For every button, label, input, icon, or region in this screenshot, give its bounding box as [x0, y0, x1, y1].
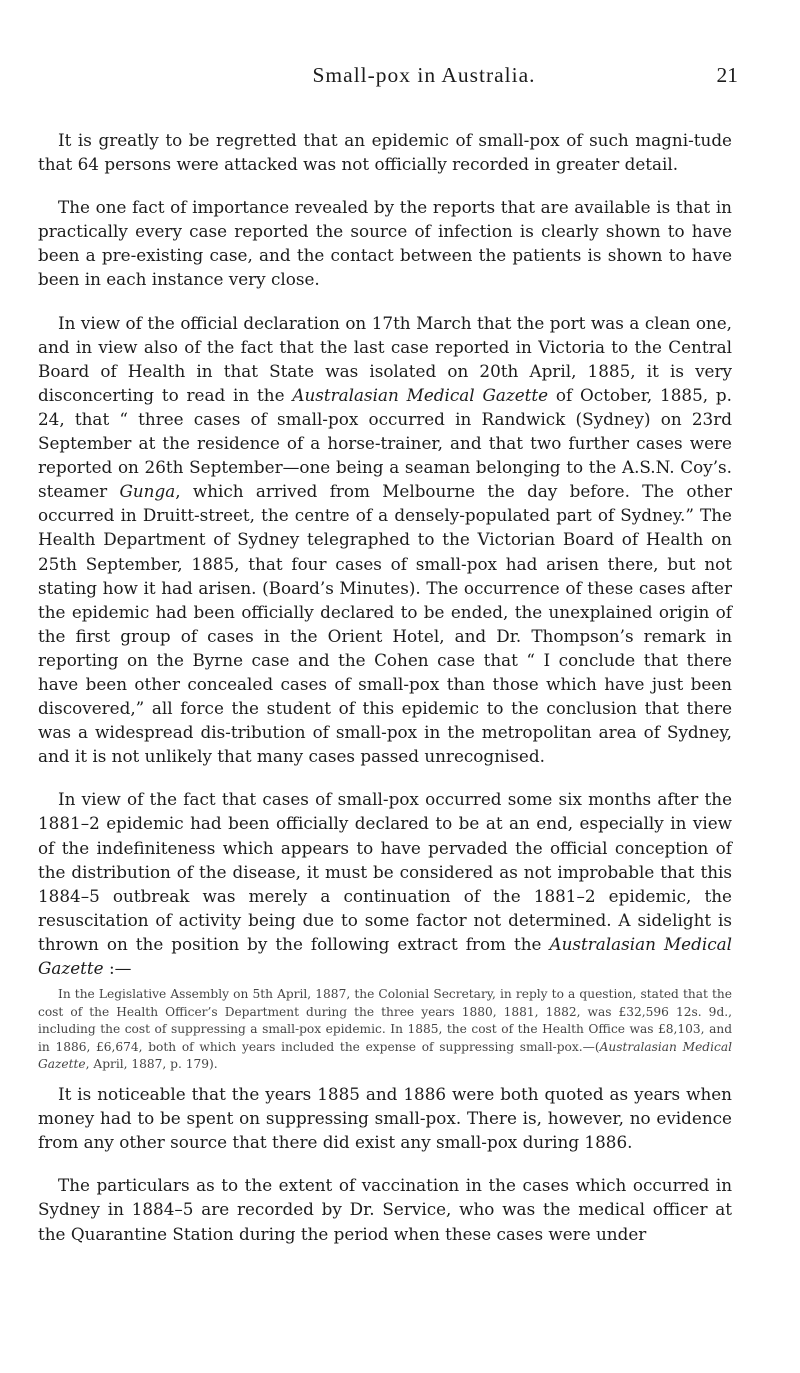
journal-title: Australasian Medical Gazette: [38, 933, 732, 978]
ship-name: Gunga: [119, 481, 176, 502]
paragraph-source-of-infection: The one fact of importance revealed by the reports that are available is that in practically every case reported the source of infection is clearly shown to have been a pre-existing case, and the contact between the patients is shown to have been in each instance very close.: [38, 197, 732, 290]
text-segment: :—: [103, 958, 132, 978]
journal-title: Australasian Medical Gazette: [38, 1039, 732, 1072]
text-segment: In view of the official declaration on 17th March that the port was a clean one, and in view also of the fact that the last case reported in Victoria to the Central Board of Health in that State was isolated on 20th April, 1885, it is very disconcerting to read in the: [38, 312, 732, 405]
paragraph-continuation-hypothesis: [38, 787, 732, 980]
running-title: Small-pox in Australia.: [312, 63, 536, 87]
body-text: [38, 128, 732, 1246]
paragraph-randwick-cases: [38, 311, 732, 769]
text-segment: , April, 1887, p. 179).: [85, 1057, 218, 1072]
journal-title: Australasian Medical Gazette: [292, 384, 549, 405]
text-segment: In the Legislative Assembly on 5th April, 1887, the Colonial Secretary, in reply to a question, stated that the cost of the Health Officer’s Department during the three years 1880, 1881, 1882, was £32,596 12s. 9d., including the cost of suppressing a small-pox epidemic. In 1885, the cost of the Health Office was £8,103, and in 1886, £6,674, both of which years included the expense of suppressing small-pox.—(: [38, 987, 732, 1054]
paragraph-years-quoted: It is noticeable that the years 1885 and 1886 were both quoted as years when money had to be spent on suppressing small-pox. There is, however, no evidence from any other source that there did exist any small-pox during 1886.: [38, 1084, 732, 1153]
block-quote-legislative-assembly: [38, 986, 732, 1074]
page-number: 21: [716, 63, 738, 87]
paragraph-vaccination-particulars: The particulars as to the extent of vaccination in the cases which occurred in Sydney in 1884–5 are recorded by Dr. Service, who was the medical officer at the Quarantine Station during the period when these cases were under: [38, 1175, 732, 1244]
text-segment: In view of the fact that cases of small-pox occurred some six months after the 1881–2 epidemic had been officially declared to be at an end, especially in view of the indefiniteness which appears to have pervaded the official conception of the distribution of the disease, it must be considered as not improbable that this 1884–5 outbreak was merely a continuation of the 1881–2 epidemic, the resuscitation of activity being due to some factor not determined. A sidelight is thrown on the position by the following extract from the: [38, 789, 732, 954]
text-segment: , which arrived from Melbourne the day before. The other occurred in Druitt-street, the centre of a densely-populated part of Sydney.” The Health Department of Sydney telegraphed to the Victorian Board of Health on 25th September, 1885, that four cases of small-pox had arisen there, but not stating how it had arisen. (Board’s Minutes). The occurrence of these cases after the epidemic had been officially declared to be ended, the unexplained origin of the first group of cases in the Orient Hotel, and Dr. Thompson’s remark in reporting on the Byrne case and the Cohen case that “ I conclude that there have been other concealed cases of small-pox than those which have just been discovered,” all force the student of this epidemic to the conclusion that there was a widespread dis-tribution of small-pox in the metropolitan area of Sydney, and it is not unlikely that many cases passed unrecognised.: [38, 481, 732, 767]
running-header: [110, 63, 738, 91]
paragraph-epidemic-magnitude: It is greatly to be regretted that an epidemic of small-pox of such magni-tude that 64 persons were attacked was not officially recorded in greater detail.: [38, 130, 732, 175]
text-segment: of October, 1885, p. 24, that “ three cases of small-pox occurred in Randwick (Sydney) on 23rd September at the residence of a horse-trainer, and that two further cases were reported on 26th September—one being a seaman belonging to the A.S.N. Coy’s. steamer: [38, 384, 732, 502]
